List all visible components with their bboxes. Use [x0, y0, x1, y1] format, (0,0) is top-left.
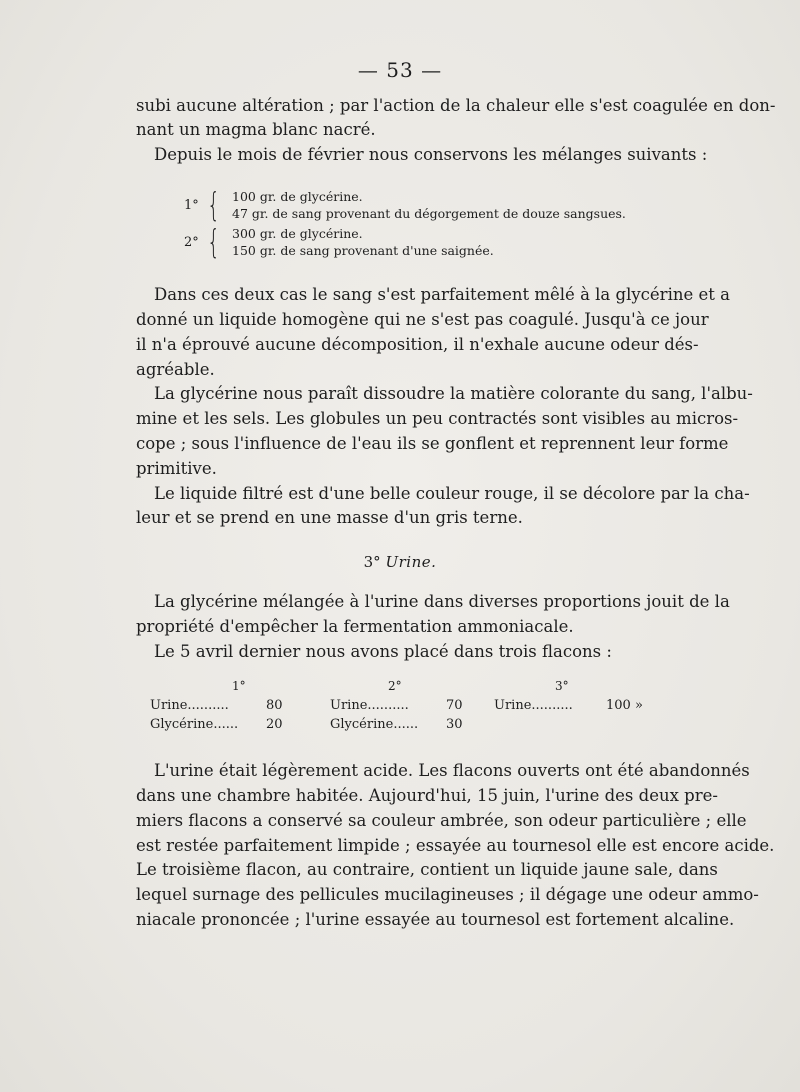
text-line: leur et se prend en une masse d'un gris terne. — [136, 508, 523, 527]
table-cell: Urine — [494, 698, 532, 713]
text-line: il n'a éprouvé aucune décomposition, il n'exhale aucune odeur dés- — [136, 335, 699, 354]
mixture-row: 300 gr. de glycérine. — [232, 226, 363, 241]
section-heading — [0, 553, 800, 571]
text-line: est restée parfaitement limpide ; essayée au tournesol elle est encore acide. — [136, 836, 775, 855]
table-cell: Urine — [150, 698, 188, 713]
table-cell: 80 — [266, 698, 283, 713]
dot-leader: .......... — [187, 698, 229, 713]
page-number: — 53 — — [357, 58, 443, 82]
brace-icon: { — [207, 222, 220, 261]
text-line: Dans ces deux cas le sang s'est parfaitement mêlé à la glycérine et a — [154, 285, 730, 304]
dot-leader: .......... — [531, 698, 573, 713]
table-cell: 30 — [446, 717, 463, 732]
section-title: Urine. — [385, 553, 437, 571]
mixture-row: 100 gr. de glycérine. — [232, 189, 363, 204]
text-line: Le 5 avril dernier nous avons placé dans trois flacons : — [154, 642, 612, 661]
table-row — [330, 698, 409, 713]
text-line: primitive. — [136, 459, 217, 478]
brace-icon: { — [207, 185, 220, 224]
text-line: La glycérine nous paraît dissoudre la matière colorante du sang, l'albu- — [154, 384, 753, 403]
mixture-row: 150 gr. de sang provenant d'une saignée. — [232, 243, 494, 258]
text-line: nant un magma blanc nacré. — [136, 120, 376, 139]
table-cell: Urine — [330, 698, 368, 713]
text-line: lequel surnage des pellicules mucilagineuses ; il dégage une odeur ammo- — [136, 885, 759, 904]
text-line: Le liquide filtré est d'une belle couleur rouge, il se décolore par la cha- — [154, 484, 750, 503]
text-line: miers flacons a conservé sa couleur ambrée, son odeur particulière ; elle — [136, 811, 747, 830]
text-line: dans une chambre habitée. Aujourd'hui, 15 juin, l'urine des deux pre- — [136, 786, 718, 805]
table-cell: Glycérine — [330, 717, 394, 732]
table-cell: 20 — [266, 717, 283, 732]
text-line: niacale prononcée ; l'urine essayée au tournesol est fortement alcaline. — [136, 910, 735, 929]
text-line: Depuis le mois de février nous conservons les mélanges suivants : — [154, 145, 708, 164]
text-line: donné un liquide homogène qui ne s'est pas coagulé. Jusqu'à ce jour — [136, 310, 709, 329]
table-header: 3° — [555, 679, 569, 693]
text-line: cope ; sous l'influence de l'eau ils se gonflent et reprennent leur forme — [136, 434, 729, 453]
table-row — [150, 717, 238, 732]
table-row — [150, 698, 229, 713]
text-line: mine et les sels. Les globules un peu contractés sont visibles au micros- — [136, 409, 739, 428]
section-number: 3° — [363, 553, 381, 571]
text-line: Le troisième flacon, au contraire, contient un liquide jaune sale, dans — [136, 860, 718, 879]
text-line: L'urine était légèrement acide. Les flacons ouverts ont été abandonnés — [154, 761, 750, 780]
dot-leader: ...... — [213, 717, 239, 732]
text-line: La glycérine mélangée à l'urine dans diverses proportions jouit de la — [154, 592, 730, 611]
table-header: 1° — [232, 679, 246, 693]
table-header: 2° — [388, 679, 402, 693]
table-cell: Glycérine — [150, 717, 214, 732]
table-row — [494, 698, 573, 713]
text-line: propriété d'empêcher la fermentation ammoniacale. — [136, 617, 574, 636]
text-line: agréable. — [136, 360, 215, 379]
table-row — [330, 717, 418, 732]
text-line: subi aucune altération ; par l'action de la chaleur elle s'est coagulée en don- — [136, 96, 776, 115]
mixture-number: 2° — [184, 235, 199, 250]
dot-leader: ...... — [393, 717, 419, 732]
table-cell: 100 » — [606, 698, 643, 713]
mixture-row: 47 gr. de sang provenant du dégorgement de douze sangsues. — [232, 206, 626, 221]
dot-leader: .......... — [367, 698, 409, 713]
mixture-number: 1° — [184, 198, 199, 213]
table-cell: 70 — [446, 698, 463, 713]
